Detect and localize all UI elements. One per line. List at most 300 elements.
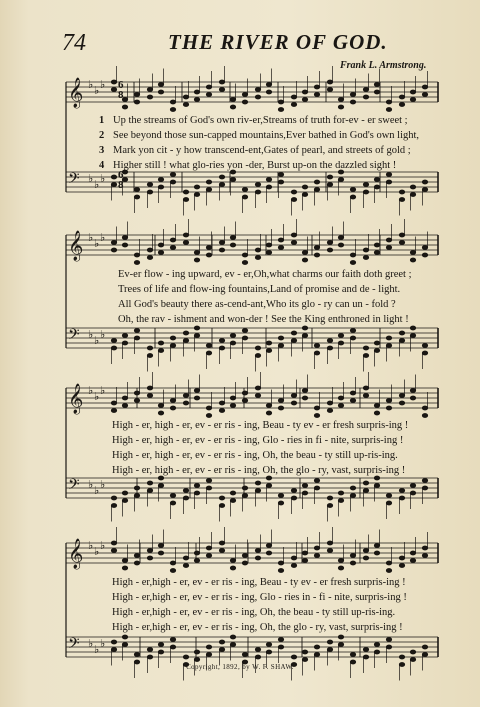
note-head: [230, 403, 236, 407]
note-head: [302, 396, 308, 400]
note-head: [302, 250, 308, 254]
note-head: [327, 640, 333, 644]
note-head: [194, 388, 200, 392]
note-head: [183, 102, 189, 106]
note-head: [219, 80, 225, 84]
note-head: [422, 413, 428, 417]
note-head: [183, 401, 189, 405]
note-head: [183, 563, 189, 567]
note-head: [111, 541, 117, 545]
note-head: [147, 386, 153, 390]
note-head: [122, 403, 128, 407]
note-head: [230, 396, 236, 400]
note-head: [338, 558, 344, 562]
note-head: [158, 341, 164, 345]
note-head: [302, 483, 308, 487]
note-head: [219, 647, 225, 651]
note-head: [111, 401, 117, 405]
bass-clef-icon: 𝄢: [68, 635, 80, 656]
flat-sign-icon: ♭: [100, 79, 106, 91]
note-head: [266, 551, 272, 555]
flat-sign-icon: ♭: [94, 644, 100, 656]
flat-sign-icon: ♭: [100, 385, 106, 397]
note-head: [291, 331, 297, 335]
note-head: [111, 640, 117, 644]
note-head: [134, 92, 140, 96]
note-head: [363, 556, 369, 560]
note-head: [266, 185, 272, 189]
note-head: [350, 493, 356, 497]
note-head: [410, 388, 416, 392]
note-head: [386, 180, 392, 184]
note-head: [194, 326, 200, 330]
note-head: [386, 100, 392, 104]
note-head: [122, 235, 128, 239]
note-head: [158, 243, 164, 247]
note-head: [170, 406, 176, 410]
note-head: [410, 491, 416, 495]
note-head: [147, 87, 153, 91]
note-head: [134, 561, 140, 565]
note-head: [363, 248, 369, 252]
lyric-line: Mark yon cit - y how transcend-ent,Gates of pearl, and streets of gold ;: [113, 145, 411, 156]
lyric-line: Trees of life and flow-ing fountains,Land of promise and de - light.: [118, 284, 401, 295]
note-head: [206, 406, 212, 410]
lyric-line: All God's beauty there as-cend-ant,Who its glo - ry can un - fold ?: [118, 299, 396, 310]
note-head: [314, 343, 320, 347]
note-head: [147, 655, 153, 659]
note-head: [147, 190, 153, 194]
note-head: [219, 640, 225, 644]
note-head: [410, 250, 416, 254]
page-number: 74: [62, 30, 86, 56]
note-head: [350, 328, 356, 332]
note-head: [255, 182, 261, 186]
note-head: [410, 97, 416, 101]
note-head: [327, 87, 333, 91]
note-head: [183, 190, 189, 194]
note-head: [314, 652, 320, 656]
note-head: [314, 553, 320, 557]
note-head: [230, 341, 236, 345]
note-head: [410, 551, 416, 555]
note-head: [327, 240, 333, 244]
note-head: [219, 548, 225, 552]
note-head: [338, 642, 344, 646]
note-head: [183, 331, 189, 335]
note-head: [314, 92, 320, 96]
note-head: [314, 245, 320, 249]
note-head: [242, 253, 248, 257]
note-head: [122, 333, 128, 337]
note-head: [170, 568, 176, 572]
note-head: [170, 238, 176, 242]
note-head: [314, 351, 320, 355]
note-head: [374, 403, 380, 407]
note-head: [422, 478, 428, 482]
note-head: [350, 187, 356, 191]
lyric-line: See beyond those sun-capped mountains,Ever bathed in God's own light,: [113, 130, 420, 141]
note-head: [183, 393, 189, 397]
note-head: [242, 336, 248, 340]
note-head: [230, 333, 236, 337]
note-head: [302, 90, 308, 94]
note-head: [386, 238, 392, 242]
note-head: [327, 408, 333, 412]
note-head: [314, 180, 320, 184]
note-head: [170, 501, 176, 505]
flat-sign-icon: ♭: [94, 391, 100, 403]
note-head: [134, 553, 140, 557]
note-head: [266, 411, 272, 415]
note-head: [374, 543, 380, 547]
note-head: [374, 177, 380, 181]
note-head: [206, 553, 212, 557]
bass-clef-icon: 𝄢: [68, 326, 80, 347]
note-head: [170, 645, 176, 649]
note-head: [134, 486, 140, 490]
note-head: [291, 233, 297, 237]
note-head: [255, 655, 261, 659]
note-head: [422, 553, 428, 557]
note-head: [230, 177, 236, 181]
note-head: [194, 558, 200, 562]
note-head: [422, 486, 428, 490]
note-head: [230, 642, 236, 646]
note-head: [134, 195, 140, 199]
note-head: [422, 343, 428, 347]
note-head: [302, 185, 308, 189]
note-head: [386, 406, 392, 410]
note-head: [363, 87, 369, 91]
note-head: [314, 253, 320, 257]
note-head: [410, 650, 416, 654]
note-head: [170, 493, 176, 497]
time-signature: 6: [118, 79, 124, 91]
note-head: [422, 92, 428, 96]
note-head: [399, 190, 405, 194]
note-head: [314, 413, 320, 417]
note-head: [194, 185, 200, 189]
note-head: [350, 336, 356, 340]
note-head: [158, 177, 164, 181]
note-head: [111, 548, 117, 552]
bass-clef-icon: 𝄢: [68, 476, 80, 497]
note-head: [230, 105, 236, 109]
note-head: [302, 192, 308, 196]
note-head: [363, 393, 369, 397]
note-head: [363, 190, 369, 194]
note-head: [134, 253, 140, 257]
note-head: [170, 100, 176, 104]
note-head: [158, 543, 164, 547]
flat-sign-icon: ♭: [100, 329, 106, 341]
note-head: [122, 341, 128, 345]
note-head: [314, 187, 320, 191]
note-head: [111, 647, 117, 651]
note-head: [338, 566, 344, 570]
note-head: [230, 498, 236, 502]
note-head: [350, 553, 356, 557]
note-head: [314, 645, 320, 649]
lyric-line: High - er, high - er, ev - er ris - ing, Oh, the glo - ry, vast, surpris-ing !: [112, 465, 406, 476]
note-head: [111, 346, 117, 350]
note-head: [386, 107, 392, 111]
flat-sign-icon: ♭: [94, 485, 100, 497]
note-head: [134, 328, 140, 332]
note-head: [422, 180, 428, 184]
note-head: [147, 481, 153, 485]
note-head: [111, 87, 117, 91]
note-head: [242, 486, 248, 490]
note-head: [399, 233, 405, 237]
flat-sign-icon: ♭: [88, 638, 94, 650]
note-head: [363, 95, 369, 99]
treble-clef-icon: 𝄞: [68, 539, 84, 569]
note-head: [147, 556, 153, 560]
note-head: [255, 95, 261, 99]
note-head: [158, 476, 164, 480]
note-head: [266, 403, 272, 407]
note-head: [122, 491, 128, 495]
note-head: [363, 182, 369, 186]
note-head: [350, 652, 356, 656]
flat-sign-icon: ♭: [88, 540, 94, 552]
note-head: [422, 652, 428, 656]
note-head: [327, 338, 333, 342]
lyric-line: High - er, high - er, ev - er ris - ing, Glo - ries in fi - nite, surpris-ing !: [112, 435, 404, 446]
note-head: [230, 635, 236, 639]
note-head: [338, 333, 344, 337]
note-head: [206, 652, 212, 656]
note-head: [327, 175, 333, 179]
note-head: [242, 398, 248, 402]
note-head: [422, 645, 428, 649]
note-head: [302, 97, 308, 101]
note-head: [302, 491, 308, 495]
flat-sign-icon: ♭: [94, 179, 100, 191]
note-head: [183, 655, 189, 659]
note-head: [194, 192, 200, 196]
note-head: [158, 348, 164, 352]
note-head: [338, 403, 344, 407]
note-head: [206, 253, 212, 257]
note-head: [255, 647, 261, 651]
note-head: [278, 561, 284, 565]
note-head: [134, 652, 140, 656]
note-head: [170, 336, 176, 340]
note-head: [386, 561, 392, 565]
note-head: [399, 556, 405, 560]
note-head: [266, 348, 272, 352]
note-head: [422, 546, 428, 550]
note-head: [338, 491, 344, 495]
note-head: [291, 401, 297, 405]
flat-sign-icon: ♭: [88, 232, 94, 244]
treble-clef-icon: 𝄞: [68, 231, 84, 261]
note-head: [410, 258, 416, 262]
note-head: [219, 240, 225, 244]
note-head: [111, 182, 117, 186]
note-head: [374, 476, 380, 480]
note-head: [134, 493, 140, 497]
note-head: [386, 493, 392, 497]
note-head: [219, 182, 225, 186]
note-head: [363, 255, 369, 259]
note-head: [158, 185, 164, 189]
note-head: [278, 172, 284, 176]
note-head: [194, 483, 200, 487]
verse-number: 3: [99, 145, 105, 156]
note-head: [278, 180, 284, 184]
note-head: [158, 551, 164, 555]
note-head: [219, 401, 225, 405]
lyric-line: Oh, the rav - ishment and won-der ! See the King enthroned in light !: [118, 314, 409, 325]
treble-clef-icon: 𝄞: [68, 384, 84, 414]
flat-sign-icon: ♭: [94, 335, 100, 347]
note-head: [194, 97, 200, 101]
note-head: [410, 333, 416, 337]
note-head: [386, 336, 392, 340]
note-head: [219, 338, 225, 342]
note-head: [194, 258, 200, 262]
note-head: [386, 343, 392, 347]
note-head: [327, 346, 333, 350]
note-head: [230, 558, 236, 562]
note-head: [410, 396, 416, 400]
lyric-line: High - er,high - er, ev - er ris - ing, Oh, the beau - ty still up-ris-ing.: [112, 607, 396, 618]
note-head: [266, 483, 272, 487]
note-head: [363, 488, 369, 492]
note-head: [183, 488, 189, 492]
note-head: [374, 642, 380, 646]
note-head: [278, 245, 284, 249]
note-head: [122, 498, 128, 502]
note-head: [242, 561, 248, 565]
note-head: [242, 187, 248, 191]
note-head: [134, 336, 140, 340]
note-head: [206, 413, 212, 417]
note-head: [363, 548, 369, 552]
note-head: [314, 546, 320, 550]
note-head: [291, 338, 297, 342]
note-head: [374, 650, 380, 654]
lyric-line: High - er, high - er, ev - er ris - ing, Oh, the beau - ty still up-ris-ing.: [112, 450, 398, 461]
lyric-line: High - er,high - er, ev - er ris - ing, Beau - ty ev - er fresh surpris-ing !: [112, 577, 406, 588]
note-head: [122, 558, 128, 562]
note-head: [147, 393, 153, 397]
note-head: [278, 343, 284, 347]
note-head: [255, 488, 261, 492]
note-head: [255, 353, 261, 357]
note-head: [122, 566, 128, 570]
note-head: [291, 102, 297, 106]
copyright-notice: Copyright, 1892, by W. F. SHAW.: [186, 663, 294, 671]
note-head: [206, 85, 212, 89]
note-head: [302, 551, 308, 555]
note-head: [350, 398, 356, 402]
note-head: [255, 481, 261, 485]
note-head: [170, 180, 176, 184]
note-head: [399, 563, 405, 567]
note-head: [206, 180, 212, 184]
note-head: [410, 326, 416, 330]
note-head: [230, 97, 236, 101]
note-head: [111, 240, 117, 244]
note-head: [111, 496, 117, 500]
note-head: [363, 386, 369, 390]
note-head: [374, 348, 380, 352]
note-head: [170, 398, 176, 402]
note-head: [422, 245, 428, 249]
note-head: [327, 541, 333, 545]
note-head: [255, 548, 261, 552]
note-head: [338, 396, 344, 400]
note-head: [134, 187, 140, 191]
note-head: [291, 488, 297, 492]
time-signature: 8: [118, 179, 124, 191]
note-head: [206, 478, 212, 482]
note-head: [278, 501, 284, 505]
note-head: [363, 353, 369, 357]
note-head: [255, 556, 261, 560]
note-head: [338, 97, 344, 101]
note-head: [399, 95, 405, 99]
note-head: [278, 398, 284, 402]
note-head: [194, 90, 200, 94]
note-head: [183, 240, 189, 244]
note-head: [206, 92, 212, 96]
treble-clef-icon: 𝄞: [68, 78, 84, 108]
note-head: [386, 637, 392, 641]
note-head: [374, 411, 380, 415]
note-head: [206, 351, 212, 355]
note-head: [338, 235, 344, 239]
note-head: [386, 501, 392, 505]
time-signature: 6: [118, 169, 124, 181]
note-head: [363, 655, 369, 659]
note-head: [363, 346, 369, 350]
note-head: [147, 647, 153, 651]
note-head: [111, 80, 117, 84]
note-head: [183, 496, 189, 500]
note-head: [374, 185, 380, 189]
note-head: [255, 393, 261, 397]
note-head: [278, 406, 284, 410]
flat-sign-icon: ♭: [100, 638, 106, 650]
note-head: [242, 493, 248, 497]
note-head: [422, 85, 428, 89]
note-head: [134, 398, 140, 402]
note-head: [327, 503, 333, 507]
note-head: [350, 253, 356, 257]
note-head: [219, 408, 225, 412]
note-head: [255, 386, 261, 390]
note-head: [219, 541, 225, 545]
note-head: [206, 486, 212, 490]
verse-number: 1: [99, 115, 105, 126]
note-head: [242, 328, 248, 332]
note-head: [147, 95, 153, 99]
note-head: [111, 503, 117, 507]
note-head: [111, 248, 117, 252]
note-head: [278, 645, 284, 649]
note-head: [350, 100, 356, 104]
note-head: [350, 195, 356, 199]
note-head: [230, 235, 236, 239]
flat-sign-icon: ♭: [100, 479, 106, 491]
note-head: [122, 243, 128, 247]
